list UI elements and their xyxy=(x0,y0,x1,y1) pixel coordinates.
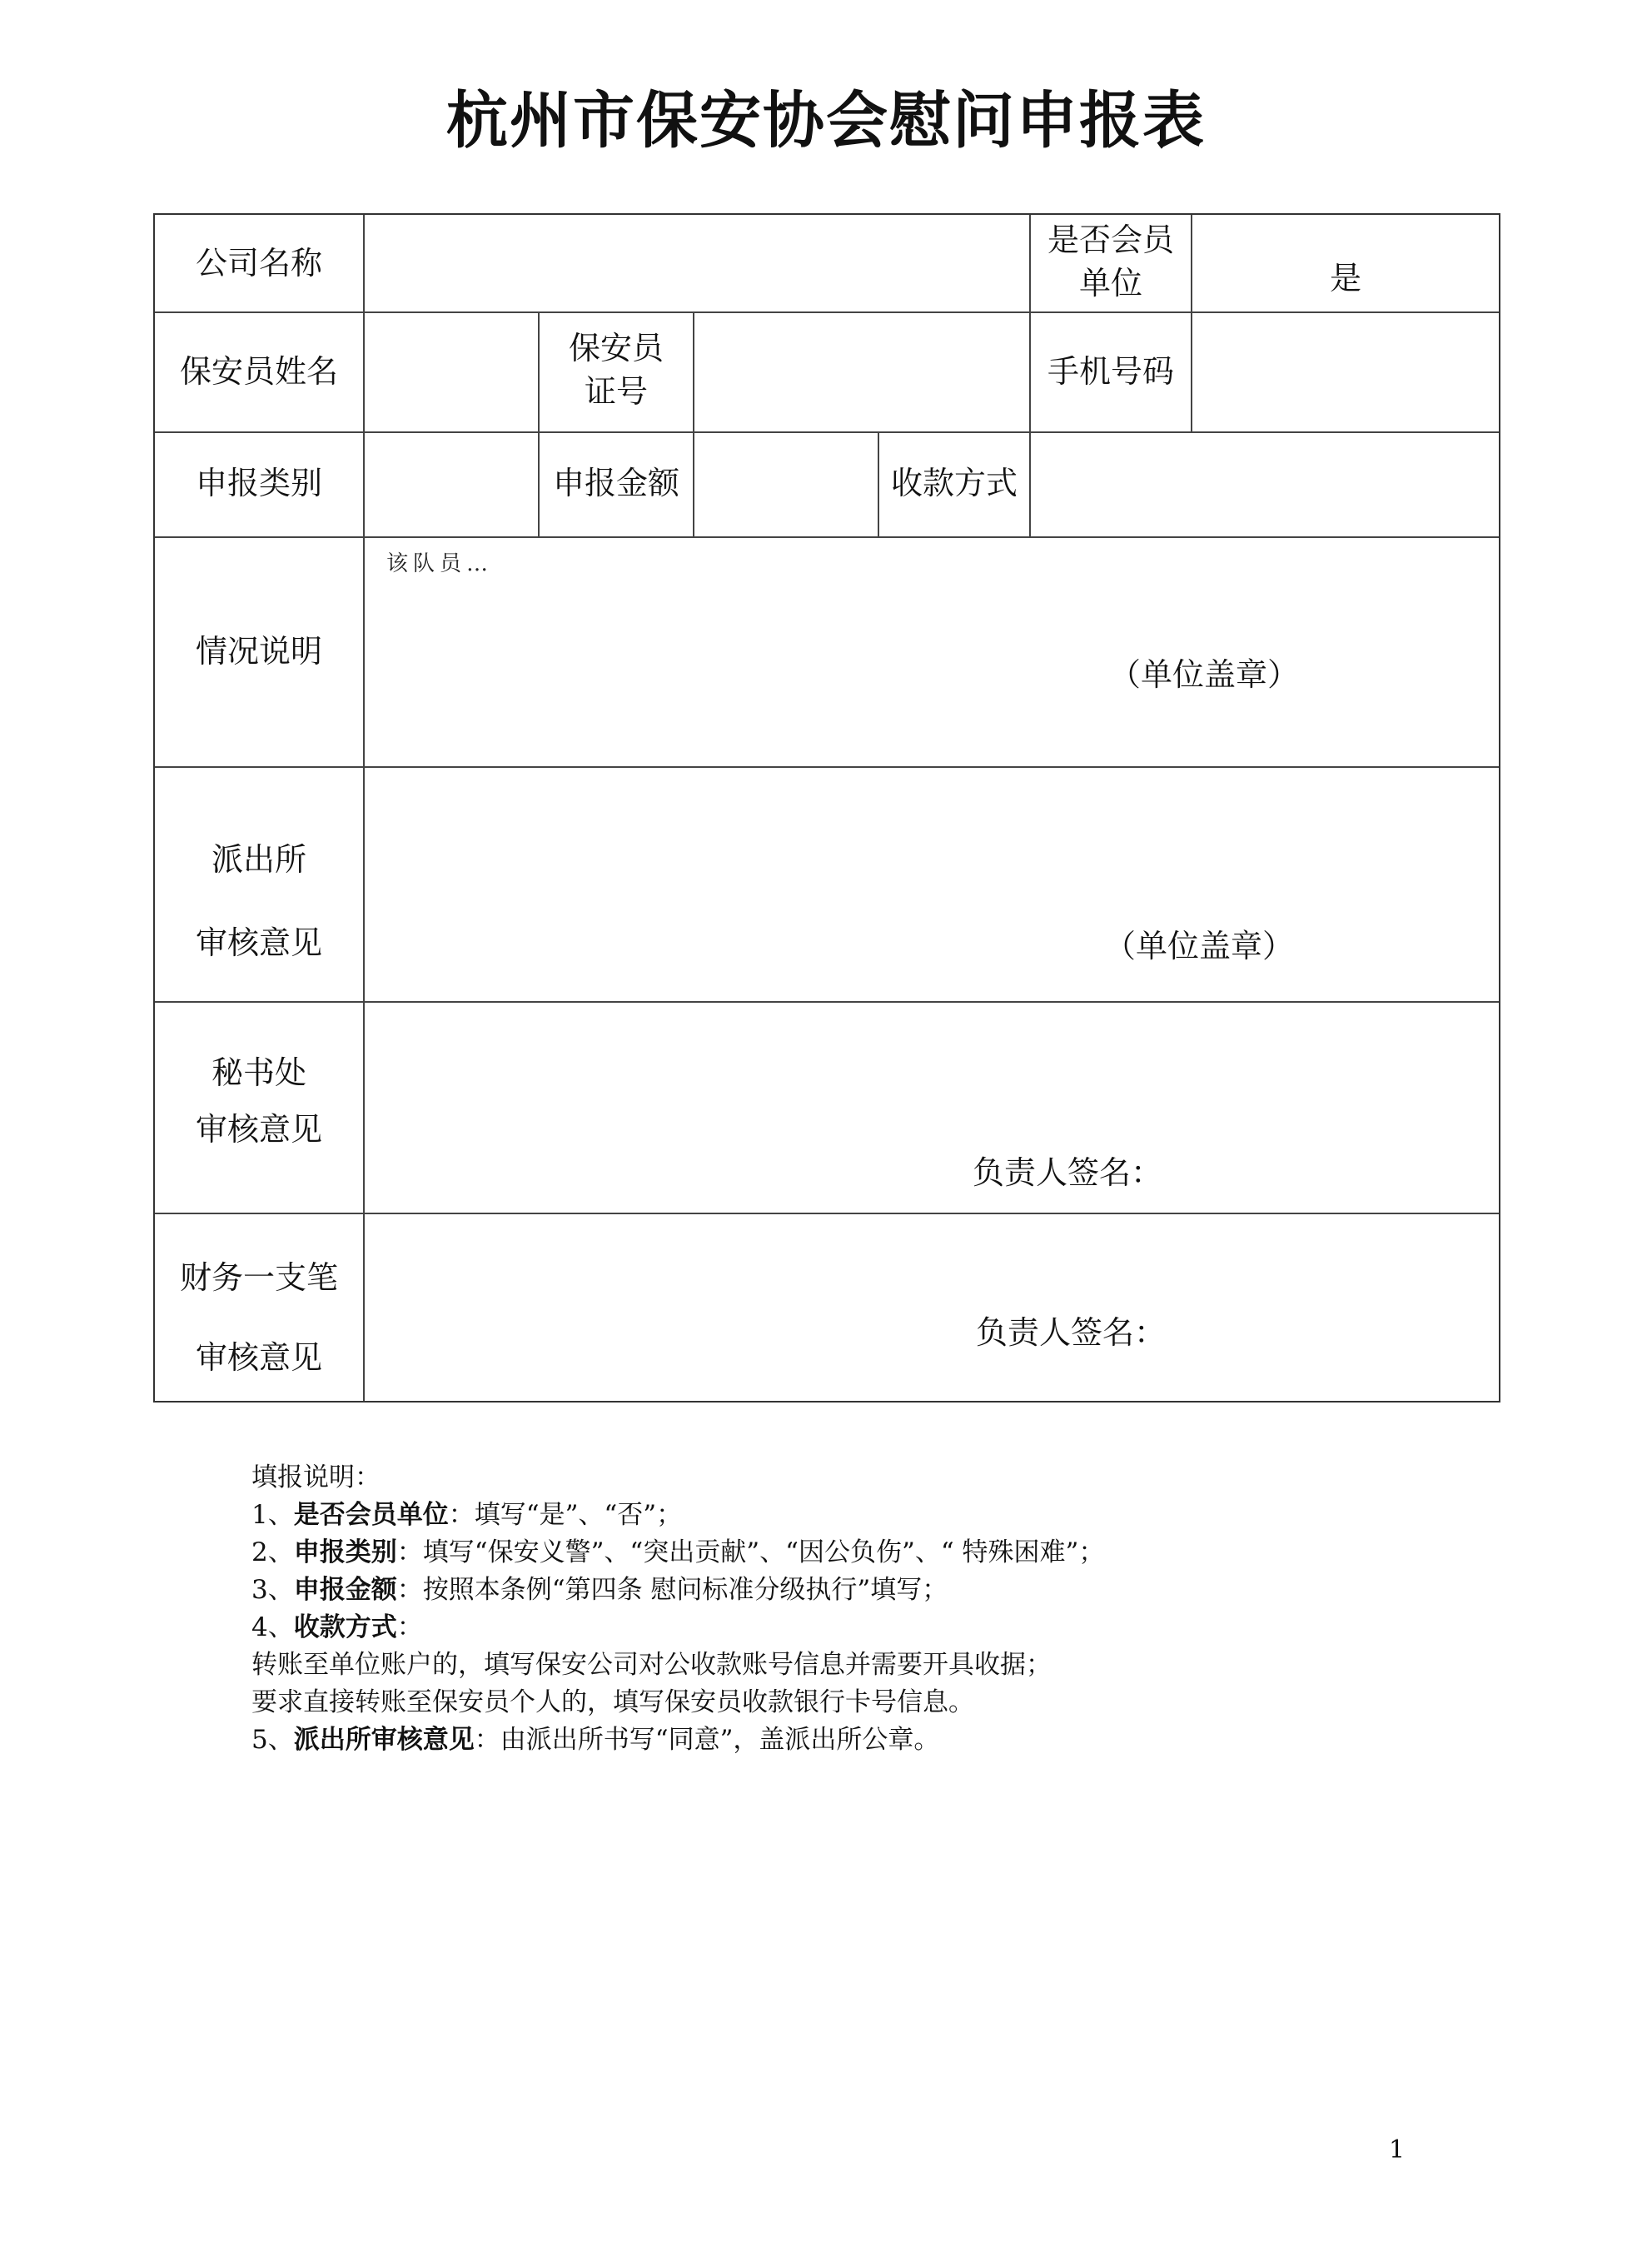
finance-signature-label: 负责人签名： xyxy=(976,1314,1167,1351)
item2-term: 申报类别 xyxy=(293,1537,397,1567)
page-title: 杭州市保安协会慰问申报表 xyxy=(446,85,1206,157)
secretariat-review-label-line1: 秘书处 xyxy=(211,1054,306,1091)
secretariat-signature-label: 负责人签名： xyxy=(973,1154,1163,1191)
instruction-item-4-line2: 转账至单位账户的，填写保安公司对公收款账号信息并需要开具收据； xyxy=(251,1650,1052,1680)
item4-text: ： xyxy=(396,1612,423,1642)
row-divider-6 xyxy=(155,1213,1499,1214)
police-seal-note: （单位盖章） xyxy=(1104,928,1295,964)
amount-label: 申报金额 xyxy=(552,465,679,501)
filling-instructions xyxy=(251,1459,1104,1759)
page-number: 1 xyxy=(1389,2135,1406,2165)
item2-prefix: 2、 xyxy=(251,1537,294,1567)
item3-term: 申报金额 xyxy=(293,1575,397,1605)
company-name-field[interactable] xyxy=(365,242,1029,285)
guard-name-field[interactable] xyxy=(365,350,538,393)
member-unit-label-line2: 单位 xyxy=(1078,265,1142,301)
category-field[interactable] xyxy=(365,461,538,505)
instruction-item-4 xyxy=(251,1609,1104,1647)
member-unit-value[interactable]: 是 xyxy=(1329,260,1361,296)
row-divider-5 xyxy=(155,1001,1499,1003)
guard-cert-label-line2: 证号 xyxy=(584,373,648,410)
payment-method-field[interactable] xyxy=(1031,461,1499,505)
item4-term: 收款方式 xyxy=(293,1612,397,1642)
row-divider-1 xyxy=(155,311,1499,313)
instruction-item-1 xyxy=(251,1497,1104,1534)
row-divider-3 xyxy=(155,536,1499,538)
phone-field[interactable] xyxy=(1192,350,1499,393)
guard-cert-field[interactable] xyxy=(694,350,1029,393)
instruction-item-3 xyxy=(251,1572,1104,1609)
row1-divider-b xyxy=(1191,215,1192,431)
item1-text: ：填写“是”、“否”； xyxy=(448,1500,683,1530)
phone-label: 手机号码 xyxy=(1047,353,1174,390)
item1-prefix: 1、 xyxy=(251,1500,294,1530)
category-label: 申报类别 xyxy=(195,465,322,501)
item1-term: 是否会员单位 xyxy=(293,1500,449,1530)
instruction-item-4-line3: 要求直接转账至保安员个人的，填写保安员收款银行卡号信息。 xyxy=(251,1687,974,1717)
situation-label: 情况说明 xyxy=(195,633,322,670)
row-divider-2 xyxy=(155,431,1499,433)
item4-prefix: 4、 xyxy=(251,1612,294,1642)
item5-term: 派出所审核意见 xyxy=(293,1725,475,1755)
item5-text: ：由派出所书写“同意”，盖派出所公章。 xyxy=(474,1725,940,1755)
guard-cert-label-line1: 保安员 xyxy=(568,330,664,366)
guard-name-label: 保安员姓名 xyxy=(179,353,338,390)
finance-review-label-line1: 财务一支笔 xyxy=(179,1259,338,1296)
police-review-label-line2: 审核意见 xyxy=(195,924,322,961)
instructions-heading: 填报说明： xyxy=(251,1462,381,1492)
declaration-form-table xyxy=(153,213,1500,1403)
company-name-label: 公司名称 xyxy=(195,245,322,282)
item3-text: ：按照本条例“第四条 慰问标准分级执行”填写； xyxy=(396,1575,948,1605)
payment-method-label: 收款方式 xyxy=(890,465,1018,501)
secretariat-review-label-line2: 审核意见 xyxy=(195,1111,322,1148)
row-divider-4 xyxy=(155,766,1499,768)
situation-seal-note: （单位盖章） xyxy=(1109,656,1300,693)
item2-text: ：填写“保安义警”、“突出贡献”、“因公负伤”、“ 特殊困难”； xyxy=(396,1537,1105,1567)
item5-prefix: 5、 xyxy=(251,1725,294,1755)
police-review-label-line1: 派出所 xyxy=(211,841,306,878)
instruction-item-5 xyxy=(251,1721,1104,1759)
instruction-item-2 xyxy=(251,1534,1104,1572)
finance-review-label-line2: 审核意见 xyxy=(195,1339,322,1376)
amount-field[interactable] xyxy=(694,461,878,505)
item3-prefix: 3、 xyxy=(251,1575,294,1605)
situation-text[interactable]: 该队员… xyxy=(386,551,494,576)
member-unit-label-line1: 是否会员 xyxy=(1047,222,1174,258)
